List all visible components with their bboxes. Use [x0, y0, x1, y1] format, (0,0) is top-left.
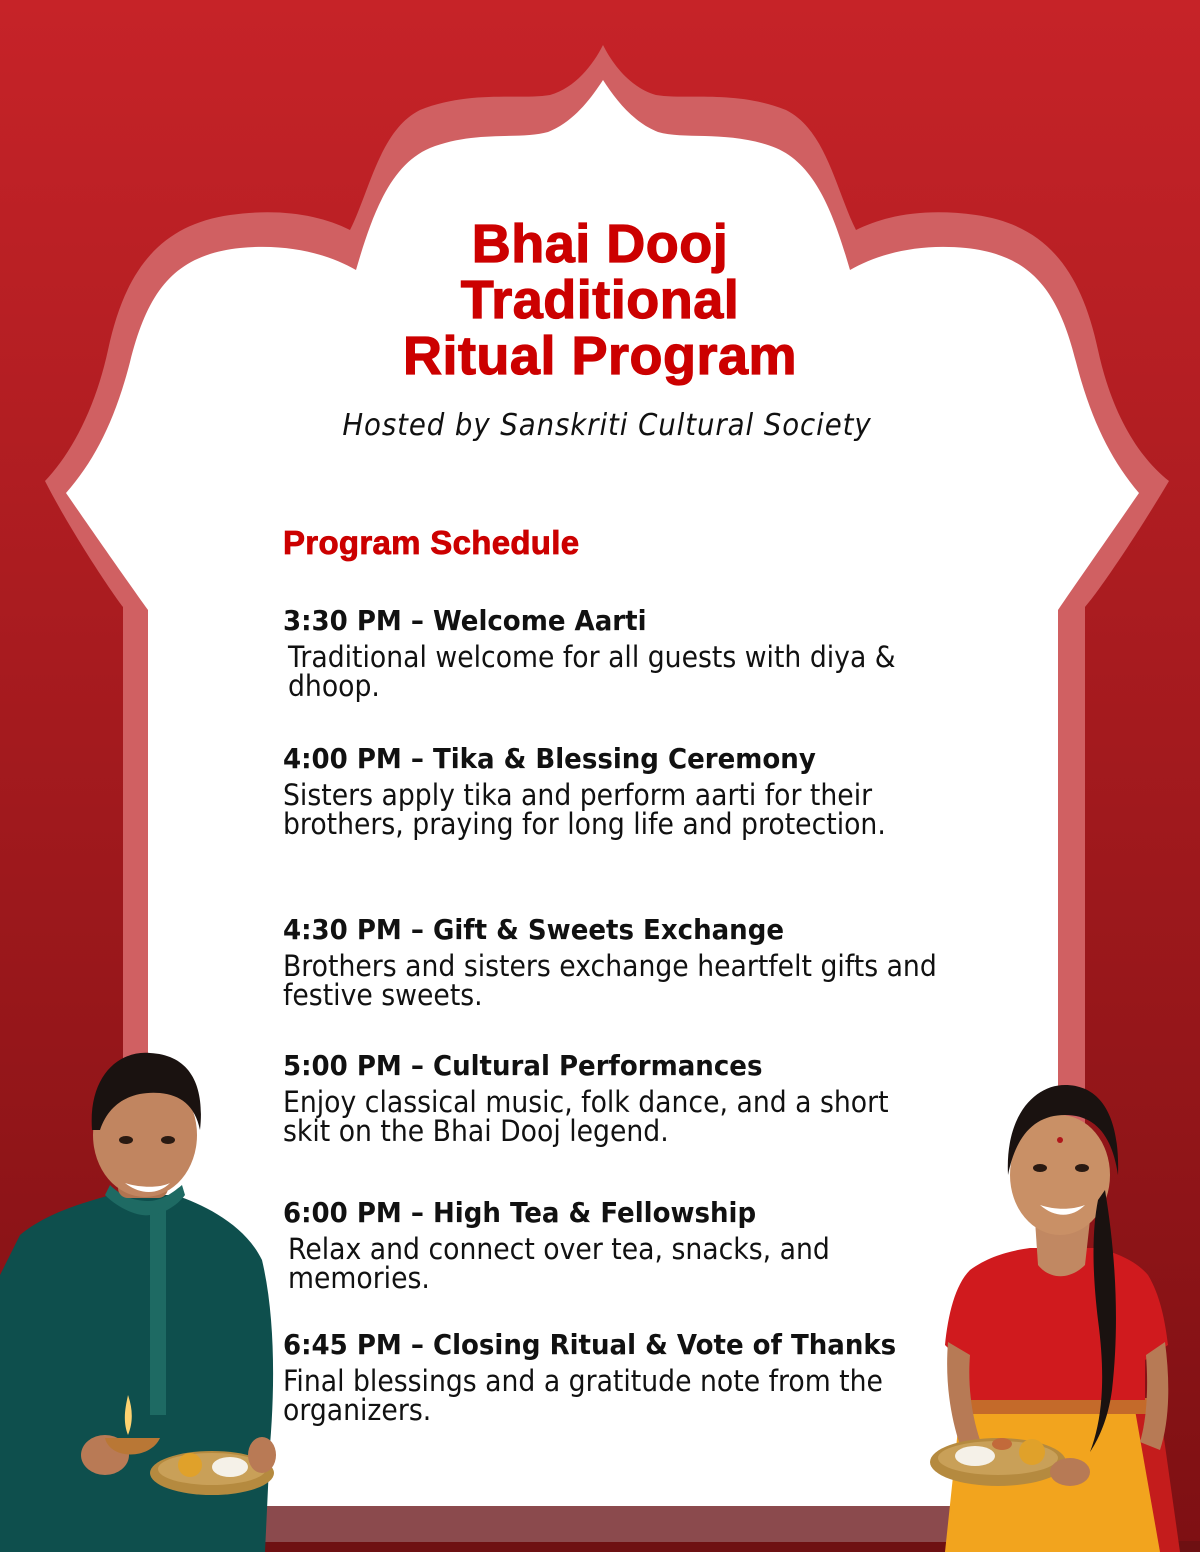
page-title — [0, 216, 1200, 384]
schedule-item — [283, 1329, 983, 1425]
boy-illustration — [0, 1045, 280, 1552]
boy-placket — [150, 1210, 166, 1415]
schedule-item-description: Traditional welcome for all guests with diya & dhoop. — [288, 640, 896, 703]
schedule-item — [283, 605, 983, 701]
laddoo-icon — [178, 1453, 202, 1477]
laddoo-icon — [1019, 1439, 1045, 1465]
schedule-item-title: 5:00 PM – Cultural Performances — [283, 1049, 763, 1082]
schedule-item-title: 4:30 PM – Gift & Sweets Exchange — [283, 913, 785, 946]
boy-kurta — [0, 1195, 273, 1552]
schedule-item-title: 4:00 PM – Tika & Blessing Ceremony — [283, 742, 816, 775]
schedule-item-title: 6:45 PM – Closing Ritual & Vote of Thanks — [283, 1328, 897, 1361]
schedule-item-description: Sisters apply tika and perform aarti for their brothers, praying for long life and protection. — [283, 778, 886, 841]
schedule-item — [283, 743, 983, 839]
title-line: Traditional — [460, 270, 740, 330]
schedule-item-description: Final blessings and a gratitude note from the organizers. — [283, 1364, 883, 1427]
boy-hand — [248, 1437, 276, 1473]
host-subtitle: Hosted by Sanskriti Cultural Society — [342, 408, 872, 443]
schedule-item-title: 3:30 PM – Welcome Aarti — [283, 604, 647, 637]
title-line: Ritual Program — [402, 326, 798, 386]
schedule-item — [283, 1197, 983, 1293]
title-line: Bhai Dooj — [471, 214, 729, 274]
girl-hand — [1050, 1458, 1090, 1486]
schedule-item-description: Brothers and sisters exchange heartfelt gifts and festive sweets. — [283, 949, 937, 1012]
schedule-item — [283, 914, 983, 1010]
schedule-item — [283, 1050, 983, 1146]
schedule-item-description: Relax and connect over tea, snacks, and memories. — [288, 1232, 830, 1295]
girl-illustration — [920, 1080, 1200, 1552]
schedule-item-description: Enjoy classical music, folk dance, and a short skit on the Bhai Dooj legend. — [283, 1085, 889, 1148]
schedule-heading: Program Schedule — [283, 524, 580, 561]
girl-waistband — [958, 1398, 1148, 1414]
schedule-item-title: 6:00 PM – High Tea & Fellowship — [283, 1196, 757, 1229]
bindi-icon — [1057, 1137, 1063, 1143]
